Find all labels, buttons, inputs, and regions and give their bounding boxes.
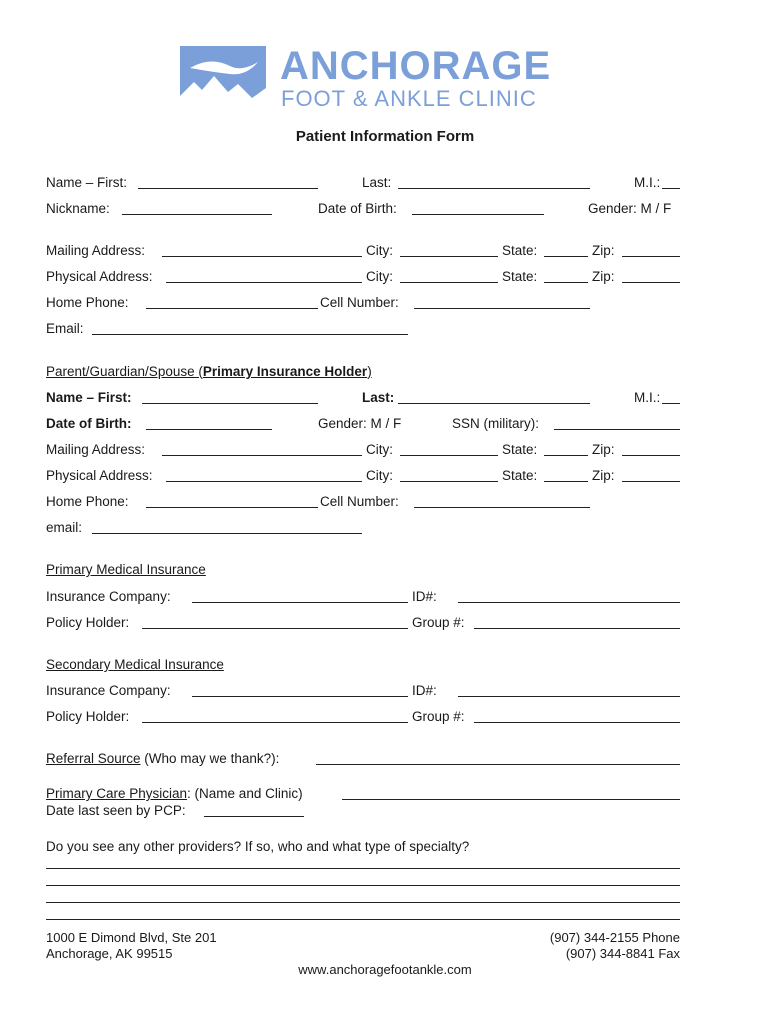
- referral-field[interactable]: [316, 764, 680, 765]
- zip-field[interactable]: [622, 256, 680, 257]
- secondary-insurance-company-label: Insurance Company:: [46, 683, 171, 698]
- city-field[interactable]: [400, 256, 498, 257]
- physical-address-label: Physical Address:: [46, 269, 153, 284]
- city-label: City:: [366, 269, 393, 284]
- last-name-field[interactable]: [398, 188, 590, 189]
- secondary-id-label: ID#:: [412, 683, 437, 698]
- patient-nickname-row: [46, 200, 680, 218]
- guardian-zip-field[interactable]: [622, 481, 680, 482]
- footer-fax: (907) 344-8841 Fax: [565, 946, 680, 961]
- primary-group-field[interactable]: [474, 628, 680, 629]
- guardian-last-label: Last:: [362, 390, 395, 405]
- guardian-physical-label: Physical Address:: [46, 468, 153, 483]
- last-name-label: Last:: [362, 175, 392, 190]
- guardian-dob-label: Date of Birth:: [46, 416, 132, 431]
- guardian-email-row: [46, 519, 680, 537]
- guardian-state-field[interactable]: [544, 455, 588, 456]
- patient-phone-row: [46, 294, 680, 312]
- pcp-last-seen-label: Date last seen by PCP:: [46, 803, 186, 818]
- state-label: State:: [502, 243, 538, 258]
- guardian-email-field[interactable]: [92, 533, 362, 534]
- secondary-group-label: Group #:: [412, 709, 465, 724]
- guardian-name-row: [46, 389, 680, 407]
- first-name-field[interactable]: [138, 188, 318, 189]
- guardian-cell-field[interactable]: [414, 507, 590, 508]
- guardian-mailing-field[interactable]: [162, 455, 362, 456]
- other-providers-line-4[interactable]: [46, 919, 680, 920]
- secondary-insurance-company-row: [46, 682, 680, 700]
- patient-email-row: [46, 320, 680, 338]
- guardian-cell-label: Cell Number:: [320, 494, 399, 509]
- referral-label-rest: (Who may we thank?):: [140, 751, 280, 766]
- secondary-policy-holder-label: Policy Holder:: [46, 709, 130, 724]
- primary-insurance-heading-row: [46, 561, 680, 579]
- cell-number-label: Cell Number:: [320, 295, 399, 310]
- guardian-dob-row: [46, 415, 680, 433]
- mailing-address-label: Mailing Address:: [46, 243, 146, 258]
- city-label: City:: [366, 243, 393, 258]
- referral-label-underlined: Referral Source: [46, 751, 141, 766]
- secondary-id-field[interactable]: [458, 696, 680, 697]
- primary-policy-holder-label: Policy Holder:: [46, 615, 130, 630]
- guardian-mi-field[interactable]: [662, 403, 680, 404]
- primary-insurance-company-row: [46, 588, 680, 606]
- secondary-insurance-company-field[interactable]: [192, 696, 408, 697]
- clinic-logo: [180, 44, 580, 114]
- secondary-insurance-heading-row: [46, 656, 680, 674]
- mailing-address-field[interactable]: [162, 256, 362, 257]
- mountain-bird-logo-icon: [180, 46, 266, 110]
- guardian-heading: [46, 363, 680, 381]
- state-field[interactable]: [544, 256, 588, 257]
- primary-id-field[interactable]: [458, 602, 680, 603]
- footer-address-line2: Anchorage, AK 99515: [46, 946, 173, 961]
- physical-address-field[interactable]: [166, 282, 362, 283]
- footer-address-line1: 1000 E Dimond Blvd, Ste 201: [46, 930, 217, 945]
- other-providers-question: Do you see any other providers? If so, who and what type of specialty?: [46, 839, 470, 854]
- mi-field[interactable]: [662, 188, 680, 189]
- secondary-policy-holder-field[interactable]: [142, 722, 408, 723]
- guardian-physical-row: [46, 467, 680, 485]
- guardian-ssn-label: SSN (military):: [452, 416, 539, 431]
- form-title: Patient Information Form: [295, 128, 475, 145]
- cell-number-field[interactable]: [414, 308, 590, 309]
- guardian-gender-label[interactable]: Gender: M / F: [318, 416, 402, 431]
- guardian-zip-label: Zip:: [592, 442, 615, 457]
- guardian-first-label: Name – First:: [46, 390, 132, 405]
- zip-label: Zip:: [592, 269, 615, 284]
- primary-insurance-company-field[interactable]: [192, 602, 408, 603]
- logo-title-line1: ANCHORAGE: [280, 44, 552, 88]
- guardian-mailing-label: Mailing Address:: [46, 442, 146, 457]
- guardian-phone-row: [46, 493, 680, 511]
- guardian-state-label: State:: [502, 442, 538, 457]
- other-providers-line-2[interactable]: [46, 885, 680, 886]
- guardian-zip-label: Zip:: [592, 468, 615, 483]
- guardian-email-label: email:: [46, 520, 83, 535]
- guardian-home-phone-label: Home Phone:: [46, 494, 129, 509]
- zip-label: Zip:: [592, 243, 615, 258]
- logo-title-line2: FOOT & ANKLE CLINIC: [281, 86, 537, 111]
- primary-insurance-heading: Primary Medical Insurance: [46, 562, 206, 577]
- dob-field[interactable]: [412, 214, 544, 215]
- other-providers-line-1[interactable]: [46, 868, 680, 869]
- guardian-city-label: City:: [366, 468, 393, 483]
- pcp-last-seen-row: [46, 802, 680, 820]
- footer-phone: (907) 344-2155 Phone: [549, 930, 680, 945]
- secondary-group-field[interactable]: [474, 722, 680, 723]
- footer-website-link[interactable]: www.anchoragefootankle.com: [298, 962, 472, 977]
- city-field[interactable]: [400, 282, 498, 283]
- email-field[interactable]: [92, 334, 408, 335]
- guardian-first-field[interactable]: [142, 403, 318, 404]
- pcp-row: [46, 785, 680, 803]
- guardian-city-label: City:: [366, 442, 393, 457]
- patient-physical-row: [46, 268, 680, 286]
- secondary-insurance-heading: Secondary Medical Insurance: [46, 657, 224, 672]
- guardian-physical-field[interactable]: [166, 481, 362, 482]
- primary-group-label: Group #:: [412, 615, 465, 630]
- primary-policy-holder-row: [46, 614, 680, 632]
- pcp-label-rest: : (Name and Clinic): [187, 786, 303, 801]
- mi-label: M.I.:: [634, 175, 661, 190]
- guardian-heading-post: ): [367, 364, 372, 379]
- dob-label: Date of Birth:: [318, 201, 397, 216]
- other-providers-line-3[interactable]: [46, 902, 680, 903]
- guardian-home-phone-field[interactable]: [146, 507, 318, 508]
- guardian-zip-field[interactable]: [622, 455, 680, 456]
- guardian-state-field[interactable]: [544, 481, 588, 482]
- zip-field[interactable]: [622, 282, 680, 283]
- guardian-city-field[interactable]: [400, 481, 498, 482]
- state-field[interactable]: [544, 282, 588, 283]
- guardian-mi-label: M.I.:: [634, 390, 661, 405]
- guardian-state-label: State:: [502, 468, 538, 483]
- state-label: State:: [502, 269, 538, 284]
- patient-name-row: [46, 174, 680, 192]
- guardian-city-field[interactable]: [400, 455, 498, 456]
- guardian-mailing-row: [46, 441, 680, 459]
- primary-insurance-company-label: Insurance Company:: [46, 589, 171, 604]
- primary-id-label: ID#:: [412, 589, 437, 604]
- nickname-field[interactable]: [122, 214, 272, 215]
- nickname-label: Nickname:: [46, 201, 110, 216]
- primary-policy-holder-field[interactable]: [142, 628, 408, 629]
- guardian-heading-pre: Parent/Guardian/Spouse (: [46, 364, 203, 379]
- guardian-dob-field[interactable]: [146, 429, 272, 430]
- pcp-label-underlined: Primary Care Physician: [46, 786, 188, 801]
- email-label: Email:: [46, 321, 84, 336]
- other-providers-row: [46, 838, 680, 856]
- guardian-heading-bold: Primary Insurance Holder: [202, 364, 368, 379]
- guardian-ssn-field[interactable]: [554, 429, 680, 430]
- patient-mailing-row: [46, 242, 680, 260]
- pcp-field[interactable]: [342, 799, 680, 800]
- guardian-last-field[interactable]: [398, 403, 590, 404]
- secondary-policy-holder-row: [46, 708, 680, 726]
- gender-label[interactable]: Gender: M / F: [588, 201, 672, 216]
- referral-row: [46, 750, 680, 768]
- pcp-last-seen-field[interactable]: [204, 816, 304, 817]
- home-phone-label: Home Phone:: [46, 295, 129, 310]
- first-name-label: Name – First:: [46, 175, 128, 190]
- home-phone-field[interactable]: [146, 308, 318, 309]
